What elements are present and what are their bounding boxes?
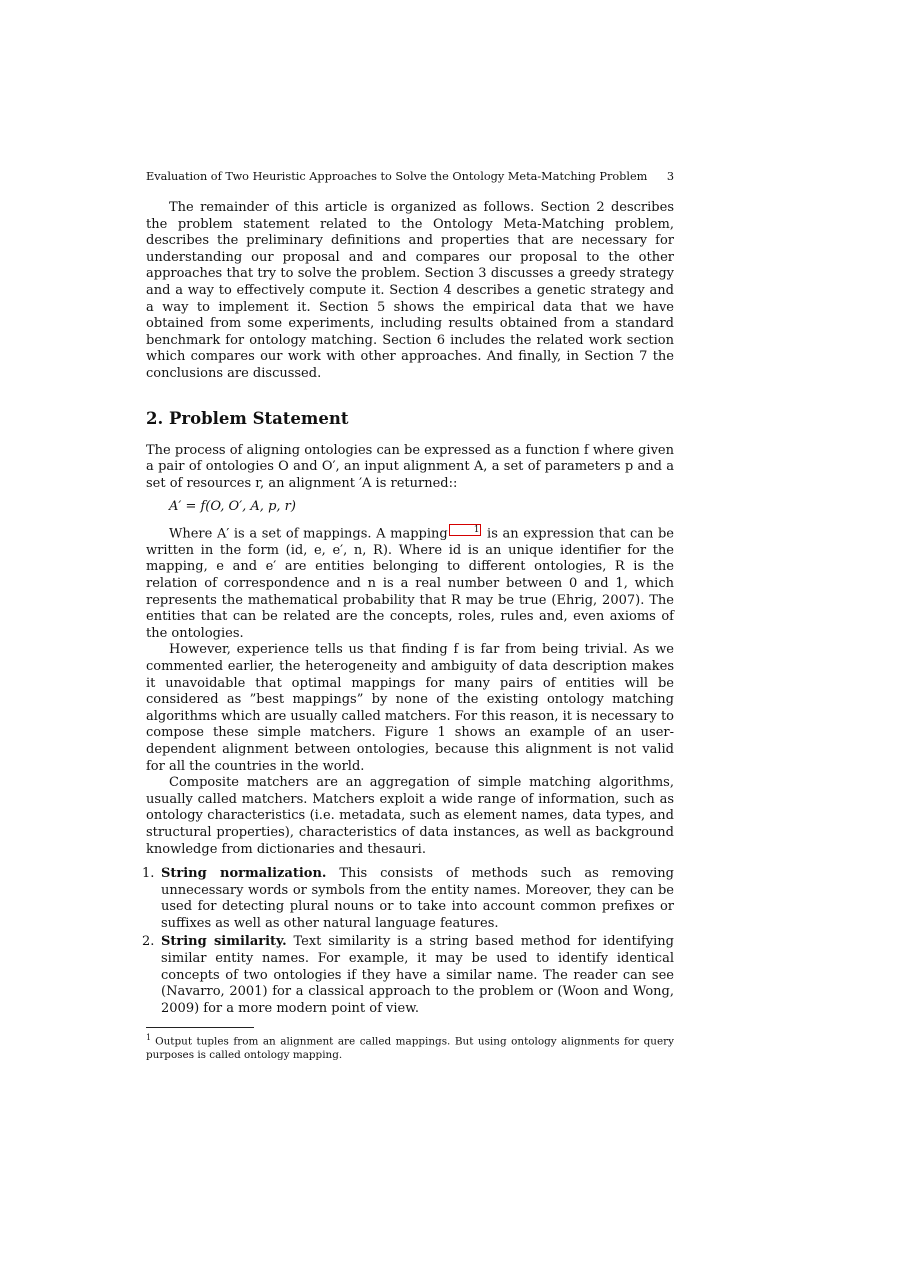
paragraph-definition: The process of aligning ontologies can be expressed as a function f where given a pair of ontologies O and O′, an input alignment A, a set of parameters p and a set of resources r, an alignment ′A is returned::	[146, 442, 674, 491]
alignment-formula: A′ = f(O, O′, A, p, r)	[169, 499, 296, 515]
running-head-title: Evaluation of Two Heuristic Approaches to Solve the Ontology Meta-Matching Problem	[146, 170, 648, 183]
mapping-text-start: Where A′ is a set of mappings. A mapping	[169, 526, 448, 542]
list-item-number: 2.	[142, 934, 155, 950]
footnote-marker: 1	[146, 1033, 152, 1043]
paragraph-experience: However, experience tells us that finding f is far from being trivial. As we commented earlier, the heterogeneity and ambiguity of data description makes it unavoidable that optimal mappings for many pairs of entities will be considered as ”best mappings” by none of the existing ontology matching algorithms which are usually called matchers. For this reason, it is necessary to compose these simple matchers. Figure 1 shows an example of an user-dependent alignment between ontologies, because this alignment is not valid for all the countries in the world.	[146, 642, 674, 774]
footnote-text: Output tuples from an alignment are called mappings. But using ontology alignments for query purposes is called ontology mapping.	[146, 1035, 674, 1062]
list-item-lead: String normalization.	[161, 866, 327, 882]
list-item-text: This consists of methods such as removing unnecessary words or symbols from the entity names. Moreover, they can be used for detecting plural nouns or to take into account common prefixes or suffixes as well as other natural language features.	[161, 866, 674, 931]
section-heading: 2. Problem Statement	[146, 408, 349, 428]
matcher-list	[142, 866, 674, 1017]
footnote-divider	[146, 1027, 254, 1028]
list-item-number: 1.	[142, 866, 155, 882]
page-content	[142, 168, 674, 1063]
list-item-text: Text similarity is a string based method for identifying similar entity names. For example, it may be used to identify identical concepts of two ontologies if they have a similar name. The reader can see (Navarro, 2001) for a classical approach to the problem or (Woon and Wong, 2009) for a more modern point of view.	[161, 934, 674, 1016]
running-head	[146, 168, 674, 186]
mapping-text-end: is an expression that can be written in the form (id, e, e′, n, R). Where id is an unique identifier for the mapping, e and e′ are entities belonging to different ontologies, R is the relation of correspondence and n is a real number between 0 and 1, which represents the mathematical probability that R may be true (Ehrig, 2007). The entities that can be related are the concepts, roles, rules and, even axioms of the ontologies.	[146, 526, 674, 641]
paragraph-composite-matchers: Composite matchers are an aggregation of simple matching algorithms, usually called matchers. Matchers exploit a wide range of information, such as ontology characteristics (i.e. metadata, such as element names, data types, and structural properties), characteristics of data instances, as well as background knowledge from dictionaries and thesauri.	[146, 775, 674, 857]
intro-paragraph: The remainder of this article is organized as follows. Section 2 describes the problem statement related to the Ontology Meta-Matching problem, describes the preliminary definitions and properties that are necessary for understanding our proposal and and compares our proposal to the other approaches that try to solve the problem. Section 3 discusses a greedy strategy and a way to effectively compute it. Section 4 describes a genetic strategy and a way to implement it. Section 5 shows the empirical data that we have obtained from some experiments, including results obtained from a standard benchmark for ontology matching. Section 6 includes the related work section which compares our work with other approaches. And finally, in Section 7 the conclusions are discussed.	[146, 200, 674, 381]
page-number: 3	[666, 170, 674, 183]
footnote	[146, 1031, 674, 1062]
list-item	[142, 866, 674, 932]
paragraph-mapping	[146, 524, 674, 642]
list-item-lead: String similarity.	[161, 934, 287, 950]
footnote-reference-link[interactable]: 1	[449, 524, 482, 536]
list-item	[142, 934, 674, 1017]
